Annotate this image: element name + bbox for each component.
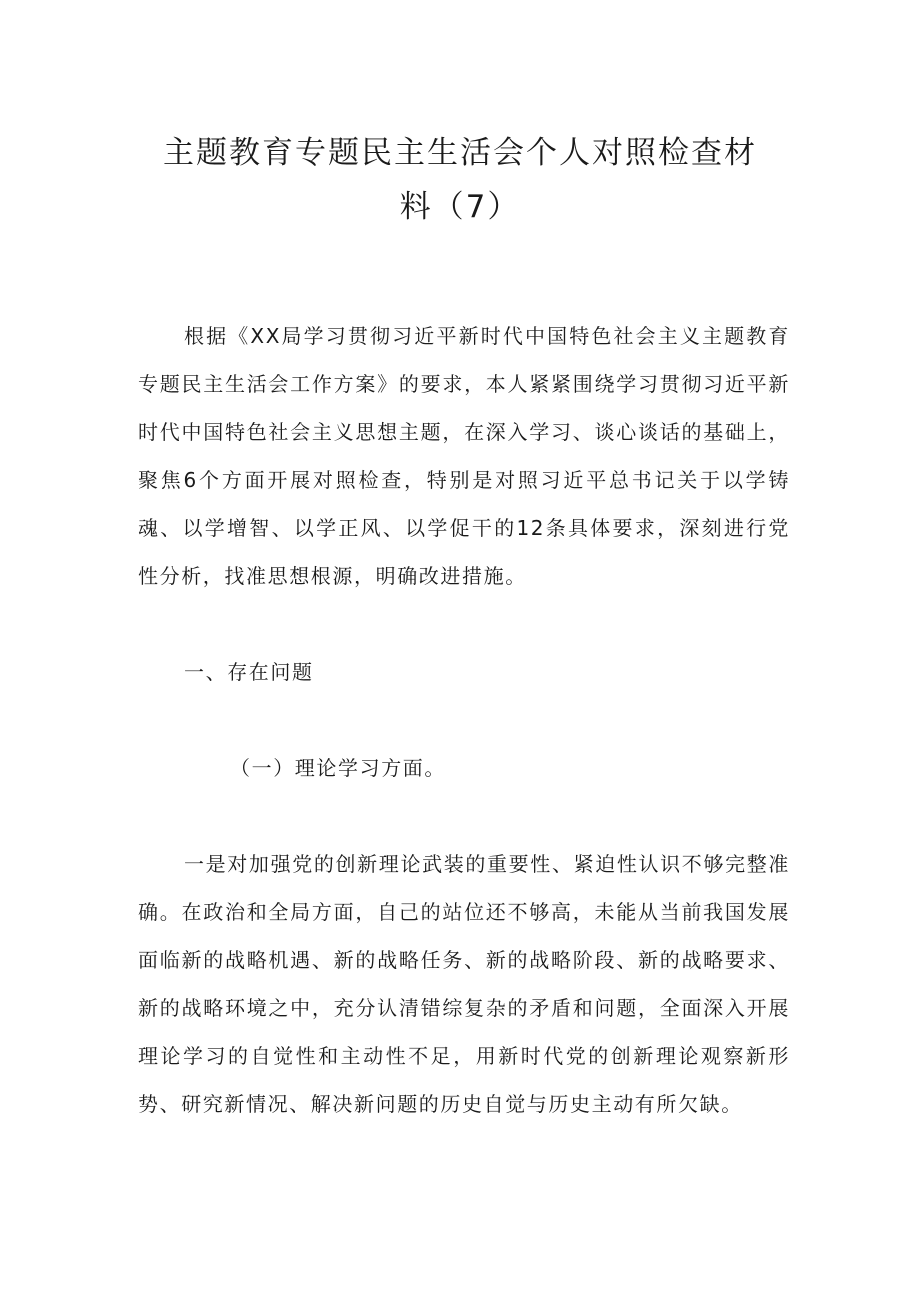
title-line-1: 主题教育专题民主生活会个人对照检查材: [163, 135, 757, 171]
section-heading: 一、存在问题: [184, 660, 314, 684]
document-title: [120, 126, 800, 234]
title-line-2: 料（7）: [399, 189, 521, 225]
intro-paragraph: 根据《XX局学习贯彻习近平新时代中国特色社会主义主题教育专题民主生活会工作方案》的要求，本人紧紧围绕学习贯彻习近平新时代中国特色社会主义思想主题，在深入学习、谈心谈话的基础上，聚焦6个方面开展对照检查，特别是对照习近平总书记关于以学铸魂、以学增智、以学正风、以学促干的12条具体要求，深刻进行党性分析，找准思想根源，明确改进措施。: [138, 324, 790, 588]
body-paragraph: 一是对加强党的创新理论武装的重要性、紧迫性认识不够完整准确。在政治和全局方面，自己的站位还不够高，未能从当前我国发展面临新的战略机遇、新的战略任务、新的战略阶段、新的战略要求、新的战略环境之中，充分认清错综复杂的矛盾和问题，全面深入开展理论学习的自觉性和主动性不足，用新时代党的创新理论观察新形势、研究新情况、解决新问题的历史自觉与历史主动有所欠缺。: [138, 852, 790, 1116]
sub-heading: （一）理论学习方面。: [230, 756, 446, 780]
